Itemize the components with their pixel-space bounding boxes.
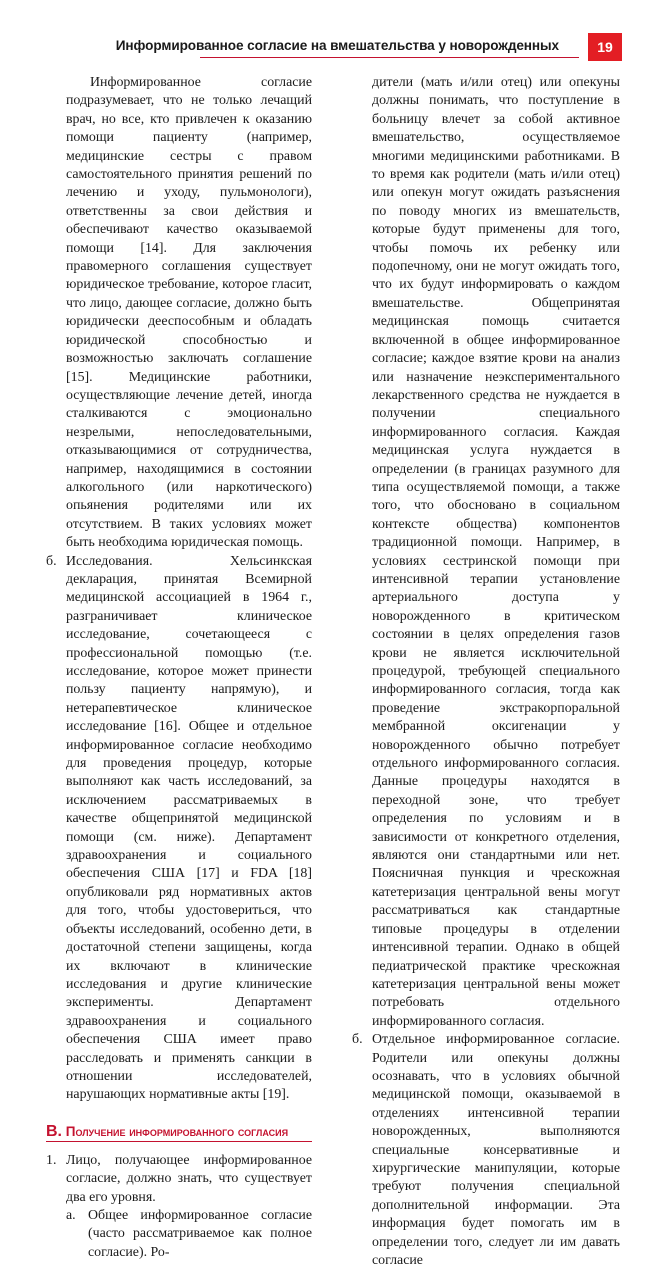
list-marker: б. <box>46 553 57 569</box>
section-heading <box>46 1123 312 1142</box>
list-marker: а. <box>66 1207 76 1223</box>
list-marker: б. <box>352 1032 363 1048</box>
list-item-text: Общее информированное согласие (часто рассматриваемое как полное согласие). Ро- <box>88 1207 312 1260</box>
left-column <box>46 74 312 1262</box>
paragraph-continued: дители (мать и/или отец) или опекуны должны понимать, что поступление в больницу влечет за собой активное вмешательство, осуществляемое многими медицинскими работниками. В то время как родители (мать и/или отец) или опекун могут ожидать разъяснения по поводу многих из вмешательств, которые будут применены для того, чтобы помочь их ребенку или подопечному, они не могут ожидать того, что их будут информировать о каждом вмешательстве. Общепринятая медицинская помощь считается включенной в общее информированное согласие; каждое взятие крови на анализ или назначение неэкспериментального лекарственного средства не нуждается в получении специального информированного согласия. Каждая медицинская услуга нуждается в определении (в границах разумного для типа осуществляемой помощи, а также того, что обосновано в социальном контексте общества) компонентов традиционной помощи. Например, в условиях сестринской помощи при интенсивной терапии установление артериального доступа у новорожденного в критическом состоянии в целях определения газов крови не является исключительной процедурой, требующей специального информированного согласия, тогда как проведение экстракорпоральной мембранной оксигенации у новорожденного обычно потребует отдельного информированного согласия. Данные процедуры находятся в переходной зоне, что требует определения по условиям и в зависимости от конкретного отделения, являются они стандартными или нет. Поясничная пункция и чрескожная катетеризация центральной вены могут рассматриваться как стандартные типовые процедуры в отделении интенсивной терапии. Однако в общей педиатрической практике чрескожная катетеризация центральной вены может потребовать отдельного информированного согласия. <box>372 75 620 1029</box>
sub-item-general-consent <box>46 1207 312 1262</box>
paragraph-consent: Информированное согласие подразумевает, что не только лечащий врач, но все, кто привлечен к оказанию помощи пациенту (например, медицинские сестры с правом самостоятельного принятия решений по лечению и уходу, пульмонологи), ответственны за свои действия и обеспечивают качество оказываемой помощи [14]. Для заключения правомерного соглашения существует юридическое требование, которое гласит, что лицо, дающее согласие, должно быть юридически дееспособным и обладать юридической способностью и возможностью заключать соглашение [15]. Медицинские работники, осуществляющие лечение детей, иногда сталкиваются с эмоционально незрелыми, непоследовательными, отказывающимися от сотрудничества, например, находящимися в состоянии алкогольного (или наркотического) опьянения родителями или их отсутствием. В таких условиях может быть необходима юридическая помощь. <box>66 75 312 551</box>
list-item-text: Отдельное информированное согласие. Родители или опекуны должны осознавать, что в условиях обычной медицинской помощи, оказываемой в отделениях интенсивной терапии новорожденных, выполняются специальные консервативные и хирургические манипуляции, которые требуют получения специальной дополнительной информации. Эта информация будет помогать им в определении того, следует ли им давать согласие <box>372 1032 620 1268</box>
list-marker: 1. <box>46 1152 57 1168</box>
right-column <box>352 74 620 1270</box>
header-rule <box>200 57 579 58</box>
list-item-research <box>46 553 312 1105</box>
list-item-text: Лицо, получающее информированное согласие, должно знать, что существует два его уровня. <box>66 1152 312 1205</box>
header-title: Информированное согласие на вмешательства у новорожденных <box>115 38 559 53</box>
section-title: Получение информированного согласия <box>65 1123 289 1139</box>
list-item-text: Исследования. Хельсинкская декларация, принятая Всемирной медицинской ассоциацией в 1964 г., разграничивает клиническое исследование, сочетающееся с профессиональной помощью (т.е. исследование, которое может принести пользу пациенту напрямую), и нетерапевтическое клиническое исследование [16]. Общее и отдельное информированное согласие необходимо для проведения процедур, которые выполняют как часть исследований, за исключением рассматриваемых в качестве общепринятой медицинской помощи (см. ниже). Департамент здравоохранения и социального обеспечения США [17] и FDA [18] опубликовали ряд нормативных актов для того, чтобы удостовериться, что объекты исследований, особенно дети, в достаточной степени защищены, когда их включают в клинические исследования и другие клинические эксперименты. Департамент здравоохранения и социального обеспечения США имеет право расследовать и применять санкции в отношении исследователей, нарушающих нормативные акты [19]. <box>66 553 312 1103</box>
section-letter: В. <box>46 1122 62 1140</box>
list-item-1 <box>46 1152 312 1207</box>
list-item-separate-consent <box>352 1031 620 1270</box>
running-header <box>0 33 669 61</box>
page-number: 19 <box>588 33 622 61</box>
